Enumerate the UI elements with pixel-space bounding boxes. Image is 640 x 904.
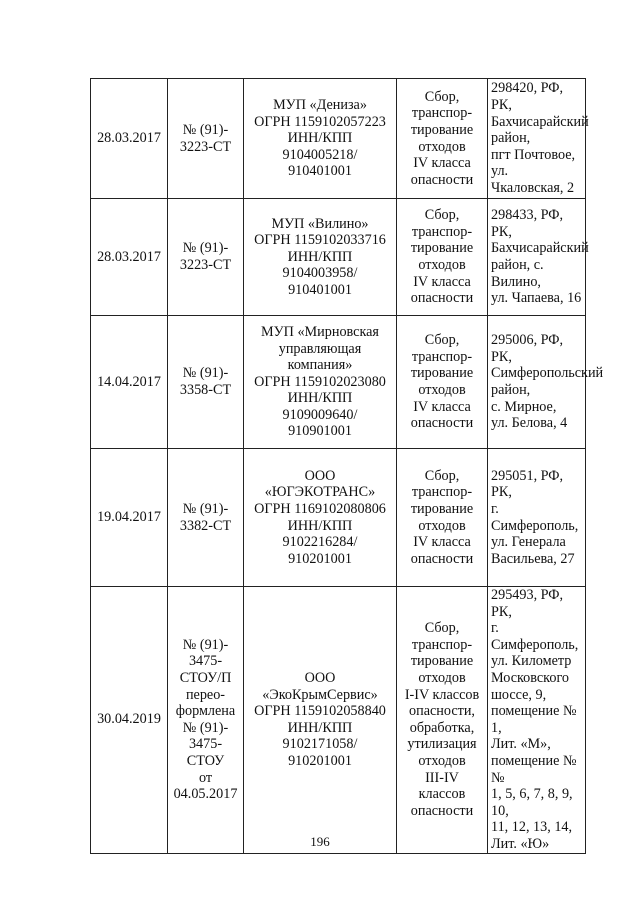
table-row: [91, 79, 586, 199]
license-number-cell: № (91)- 3223-СТ: [168, 199, 244, 316]
address-cell: 295051, РФ, РК, г. Симферополь, ул. Генерала Васильева, 27: [488, 449, 586, 587]
date-cell: 30.04.2019: [91, 587, 168, 854]
license-number-cell: № (91)- 3358-СТ: [168, 316, 244, 449]
activity-cell: Сбор, транспор- тирование отходов IV класса опасности: [397, 316, 488, 449]
activity-cell: Сбор, транспор- тирование отходов I-IV классов опасности, обработка, утилизация отходов III-IV классов опасности: [397, 587, 488, 854]
license-number-cell: № (91)- 3223-СТ: [168, 79, 244, 199]
activity-cell: Сбор, транспор- тирование отходов IV класса опасности: [397, 449, 488, 587]
license-number-cell: № (91)- 3475- СТОУ/П переo- формлена № (91)- 3475- СТОУ от 04.05.2017: [168, 587, 244, 854]
licenses-table: [90, 78, 604, 854]
address-cell: 295006, РФ, РК, Симферопольский район, с. Мирное, ул. Белова, 4: [488, 316, 586, 449]
date-cell: 28.03.2017: [91, 79, 168, 199]
page-number: 196: [310, 834, 330, 849]
activity-cell: Сбор, транспор- тирование отходов IV класса опасности: [397, 79, 488, 199]
date-cell: 28.03.2017: [91, 199, 168, 316]
organization-cell: ООО «ЮГЭКОТРАНС» ОГРН 1169102080806 ИНН/КПП 9102216284/ 910201001: [244, 449, 397, 587]
activity-cell: Сбор, транспор- тирование отходов IV класса опасности: [397, 199, 488, 316]
date-cell: 14.04.2017: [91, 316, 168, 449]
address-cell: 298420, РФ, РК, Бахчисарайский район, пгт Почтовое, ул. Чкаловская, 2: [488, 79, 586, 199]
organization-cell: МУП «Мирновская управляющая компания» ОГРН 1159102023080 ИНН/КПП 9109009640/ 910901001: [244, 316, 397, 449]
table-row: [91, 587, 586, 854]
license-number-cell: № (91)- 3382-СТ: [168, 449, 244, 587]
organization-cell: ООО «ЭкоКрымСервис» ОГРН 1159102058840 ИНН/КПП 9102171058/ 910201001: [244, 587, 397, 854]
table-row: [91, 199, 586, 316]
date-cell: 19.04.2017: [91, 449, 168, 587]
address-cell: 298433, РФ, РК, Бахчисарайский район, с. Вилино, ул. Чапаева, 16: [488, 199, 586, 316]
organization-cell: МУП «Дениза» ОГРН 1159102057223 ИНН/КПП 9104005218/ 910401001: [244, 79, 397, 199]
table-row: [91, 316, 586, 449]
organization-cell: МУП «Вилино» ОГРН 1159102033716 ИНН/КПП 9104003958/ 910401001: [244, 199, 397, 316]
address-cell: 295493, РФ, РК, г. Симферополь, ул. Километр Московского шоссе, 9, помещение № 1, Лит. «М», помещение № № 1, 5, 6, 7, 8, 9, 10, 11, 12, 13, 14, Лит. «Ю»: [488, 587, 586, 854]
table-row: [91, 449, 586, 587]
